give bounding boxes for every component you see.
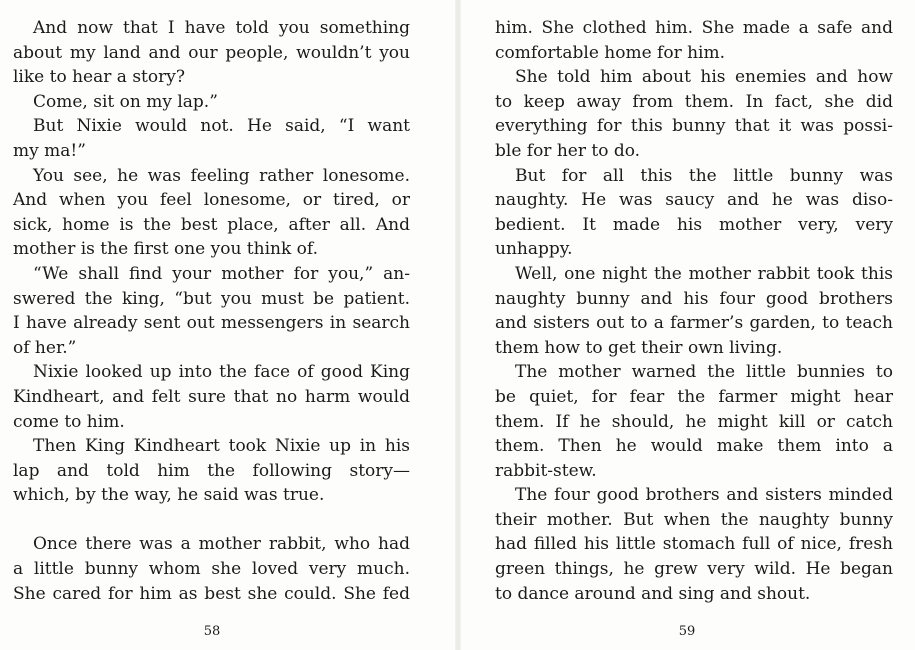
left-page-text-line: swered the king, “but you must be patient. (13, 288, 410, 309)
right-page-text-line: everything for this bunny that it was possi- (495, 116, 893, 137)
right-page-text-line: their mother. But when the naughty bunny (495, 509, 893, 530)
right-page-text-line: him. She clothed him. She made a safe and (495, 18, 893, 38)
right-page-text-line: The four good brothers and sisters minded (515, 485, 893, 506)
right-page-text-line: and sisters out to a farmer’s garden, to teach (495, 313, 893, 334)
left-page-text-line: which, by the way, he said was true. (13, 485, 325, 506)
right-page-text-line: unhappy. (495, 239, 573, 260)
right-page-text-line: rabbit-stew. (495, 460, 597, 481)
left-page-text-line: mother is the first one you think of. (13, 239, 318, 260)
left-page-text-line: about my land and our people, wouldn’t you (13, 42, 410, 63)
right-page-text-line: But for all this the little bunny was (515, 165, 893, 186)
left-page-text-line: Once there was a mother rabbit, who had (33, 534, 410, 555)
right-page-text-line: them how to get their own living. (495, 337, 783, 358)
left-page-text-line: I have already sent out messengers in search (13, 313, 410, 334)
left-page-text-line: Come, sit on my lap.” (33, 91, 218, 112)
right-page-text-line: She told him about his enemies and how (515, 67, 893, 88)
left-page-text-line: You see, he was feeling rather lonesome. (33, 165, 410, 186)
left-page-text-line: Then King Kindheart took Nixie up in his (33, 436, 410, 457)
left-page-text-line: Kindheart, and felt sure that no harm would (13, 386, 410, 407)
right-page-text-line: them. If he should, he might kill or catch (495, 411, 893, 432)
left-page-text-line: But Nixie would not. He said, “I want (33, 116, 410, 137)
left-page-text-line: a little bunny whom she loved very much. (13, 559, 410, 580)
right-page-text-line: had filled his little stomach full of nice, fresh (495, 534, 893, 555)
right-page-text-line: to dance around and sing and shout. (495, 583, 811, 604)
left-page-text-line: And when you feel lonesome, or tired, or (13, 190, 410, 211)
right-page-text-line: to keep away from them. In fact, she did (495, 91, 893, 112)
left-page-text-line: come to him. (13, 411, 125, 432)
right-page-text-line: them. Then he would make them into a (495, 436, 893, 457)
left-page-text-line: sick, home is the best place, after all. And (13, 214, 410, 235)
left-page-text-line: my ma!” (13, 140, 86, 161)
left-page-text-line: like to hear a story? (13, 67, 185, 88)
right-page-text-line: Well, one night the mother rabbit took this (515, 263, 893, 284)
left-page-text (13, 16, 410, 606)
left-page-text-line: of her.” (13, 337, 77, 358)
left-page-text-line: She cared for him as best she could. She fed (13, 583, 410, 604)
right-page-text-line: comfortable home for him. (495, 42, 726, 63)
left-page-blank-line (13, 508, 410, 533)
right-page-text-line: green things, he grew very wild. He began (495, 559, 893, 580)
right-page (461, 0, 915, 650)
left-page-text-line: And now that I have told you something (33, 18, 410, 38)
right-page-number: 59 (678, 624, 696, 639)
right-page-text-line: ble for her to do. (495, 140, 641, 161)
right-page-text (495, 16, 893, 606)
right-page-text-line: naughty. He was saucy and he was diso- (495, 190, 893, 211)
right-page-text-line: be quiet, for fear the farmer might hear (495, 386, 893, 407)
right-page-text-line: The mother warned the little bunnies to (515, 362, 893, 383)
left-page-number: 58 (203, 624, 221, 639)
left-page-text-line: lap and told him the following story— (13, 460, 410, 481)
left-page-text-line: “We shall find your mother for you,” an- (33, 263, 410, 284)
left-page (0, 0, 455, 650)
left-page-text-line: Nixie looked up into the face of good King (33, 362, 410, 383)
right-page-text-line: naughty bunny and his four good brothers (495, 288, 893, 309)
right-page-text-line: bedient. It made his mother very, very (495, 214, 893, 235)
